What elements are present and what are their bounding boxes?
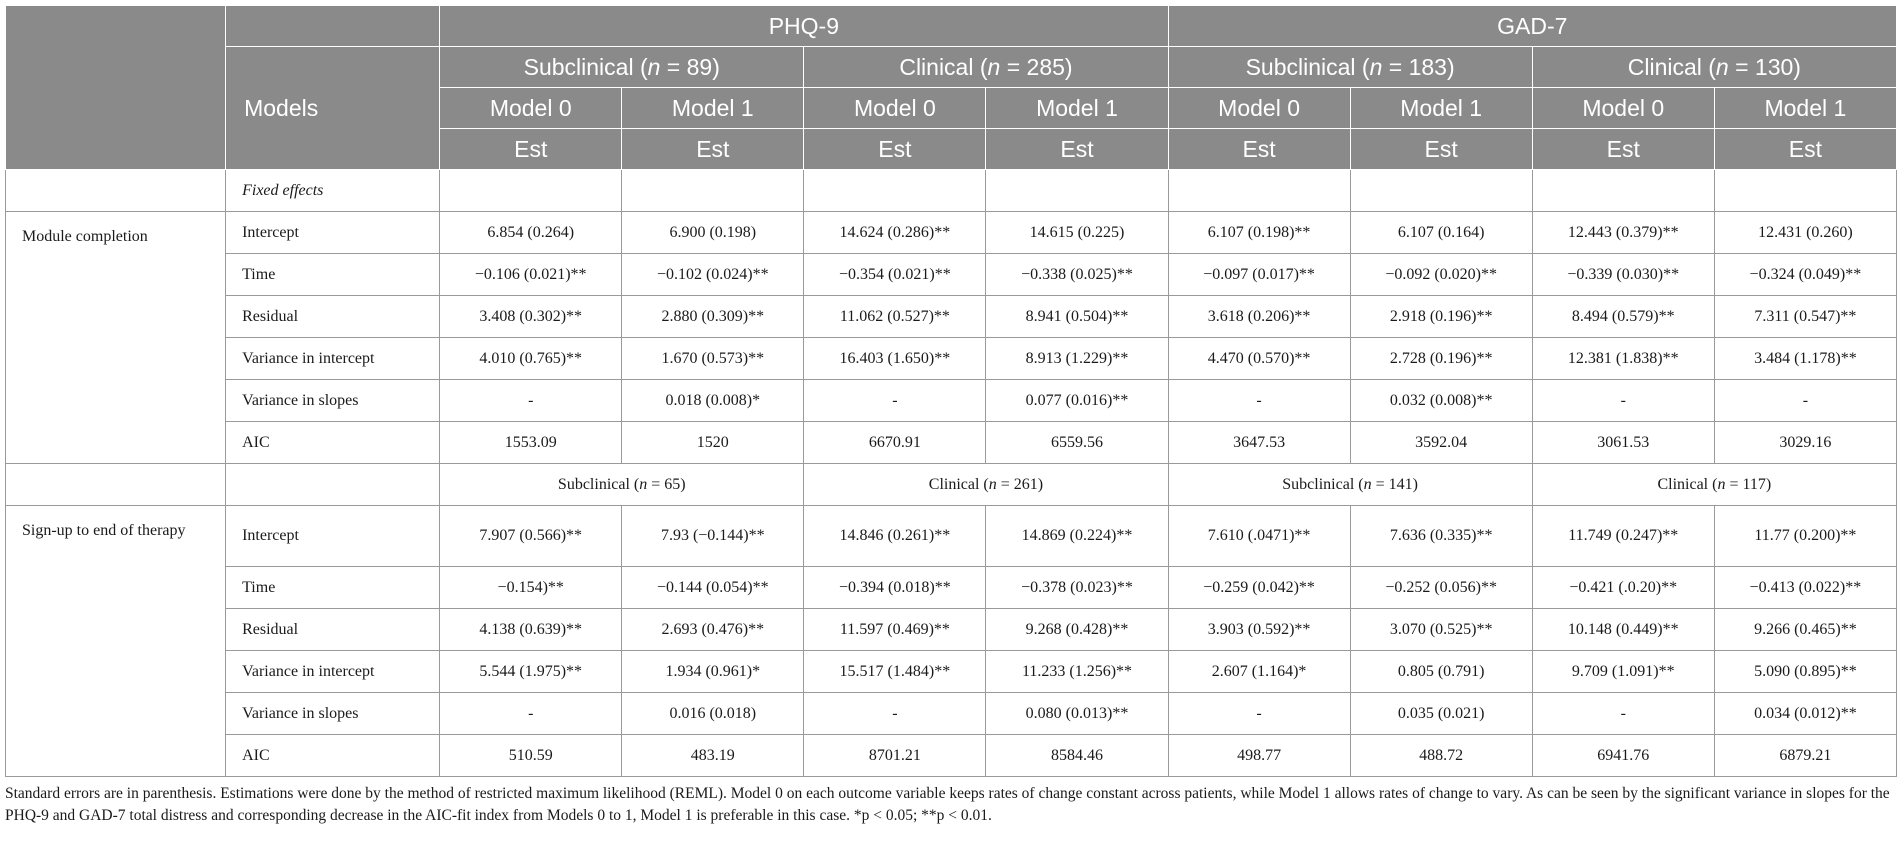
table-body <box>6 170 1897 212</box>
table-cell: 8584.46 <box>986 735 1168 777</box>
outcome-header-phq9: PHQ-9 <box>440 6 1168 47</box>
table-row <box>6 735 1897 777</box>
table-cell: 3.070 (0.525)** <box>1350 609 1532 651</box>
table-cell: 6.107 (0.198)** <box>1168 212 1350 254</box>
models-column-header: Models <box>226 47 440 170</box>
table-cell: 2.693 (0.476)** <box>622 609 804 651</box>
table-cell: 3.408 (0.302)** <box>440 296 622 338</box>
table-cell <box>986 170 1168 212</box>
subgroup-label: Clinical (n = 261) <box>804 464 1168 506</box>
table-cell: 0.034 (0.012)** <box>1714 693 1896 735</box>
table-cell: 14.615 (0.225) <box>986 212 1168 254</box>
table-cell: 11.062 (0.527)** <box>804 296 986 338</box>
table-cell: 3647.53 <box>1168 422 1350 464</box>
table-cell: - <box>1532 380 1714 422</box>
table-cell: 6879.21 <box>1714 735 1896 777</box>
row-label: Variance in intercept <box>226 338 440 380</box>
table-cell: 15.517 (1.484)** <box>804 651 986 693</box>
table-cell: 9.268 (0.428)** <box>986 609 1168 651</box>
table-cell: 2.918 (0.196)** <box>1350 296 1532 338</box>
table-cell: 11.597 (0.469)** <box>804 609 986 651</box>
table-row <box>6 567 1897 609</box>
model-header: Model 0 <box>1532 88 1714 129</box>
table-cell: 510.59 <box>440 735 622 777</box>
table-cell: 14.869 (0.224)** <box>986 506 1168 567</box>
table-row <box>6 338 1897 380</box>
header-row-outcomes <box>6 6 1897 47</box>
model-header: Model 1 <box>1714 88 1896 129</box>
est-header: Est <box>1714 129 1896 170</box>
header-blank-cell <box>226 6 440 47</box>
table-header <box>6 6 1897 170</box>
table-row <box>6 422 1897 464</box>
table-cell: 2.607 (1.164)* <box>1168 651 1350 693</box>
table-cell: 2.880 (0.309)** <box>622 296 804 338</box>
row-label: AIC <box>226 422 440 464</box>
row-group-label: Module completion <box>6 212 226 464</box>
row-group-label: Sign-up to end of therapy <box>6 506 226 777</box>
est-header: Est <box>440 129 622 170</box>
row-label: Intercept <box>226 506 440 567</box>
section2-subheader <box>6 464 1897 506</box>
header-row-subgroups <box>6 47 1897 88</box>
model-header: Model 0 <box>440 88 622 129</box>
outcome-header-gad7: GAD-7 <box>1168 6 1896 47</box>
table-cell: 8701.21 <box>804 735 986 777</box>
section-module-completion <box>6 212 1897 464</box>
est-header: Est <box>622 129 804 170</box>
table-cell: 483.19 <box>622 735 804 777</box>
fixed-effects-row <box>6 170 1897 212</box>
table-cell: −0.378 (0.023)** <box>986 567 1168 609</box>
table-cell: - <box>804 380 986 422</box>
row-label: Time <box>226 567 440 609</box>
table-cell: 6.107 (0.164) <box>1350 212 1532 254</box>
table-cell: 9.266 (0.465)** <box>1714 609 1896 651</box>
table-cell: 7.93 (−0.144)** <box>622 506 804 567</box>
est-header: Est <box>1532 129 1714 170</box>
row-label: Time <box>226 254 440 296</box>
table-cell: 3029.16 <box>1714 422 1896 464</box>
subgroup-label: Subclinical (n = 141) <box>1168 464 1532 506</box>
table-cell <box>226 464 440 506</box>
table-cell: 12.431 (0.260) <box>1714 212 1896 254</box>
model-header: Model 0 <box>1168 88 1350 129</box>
table-cell: 0.077 (0.016)** <box>986 380 1168 422</box>
table-cell <box>804 170 986 212</box>
table-cell: - <box>1714 380 1896 422</box>
table-cell: - <box>1532 693 1714 735</box>
table-cell: 12.443 (0.379)** <box>1532 212 1714 254</box>
table-cell: 3592.04 <box>1350 422 1532 464</box>
subgroup-header: Subclinical (n = 183) <box>1168 47 1532 88</box>
table-cell: - <box>440 693 622 735</box>
table-footnote: Standard errors are in parenthesis. Estimations were done by the method of restricted maximum likelihood (REML). Model 0 on each outcome variable keeps rates of change constant across patients, while Model 1 allows rates of change to vary. As can be seen by the significant variance in slopes for the PHQ-9 and GAD-7 total distress and corresponding decrease in the AIC-fit index from Models 0 to 1, Model 1 is preferable in this case. *p < 0.05; **p < 0.01. <box>5 785 1890 824</box>
table-cell: −0.106 (0.021)** <box>440 254 622 296</box>
row-label: Variance in slopes <box>226 693 440 735</box>
table-cell <box>6 170 226 212</box>
table-cell: 11.77 (0.200)** <box>1714 506 1896 567</box>
table-cell: −0.097 (0.017)** <box>1168 254 1350 296</box>
row-label: Variance in slopes <box>226 380 440 422</box>
row-label: AIC <box>226 735 440 777</box>
table-cell: 11.749 (0.247)** <box>1532 506 1714 567</box>
model-header: Model 1 <box>986 88 1168 129</box>
table-cell <box>1350 170 1532 212</box>
table-cell: −0.092 (0.020)** <box>1350 254 1532 296</box>
row-label: Intercept <box>226 212 440 254</box>
table-cell: 1.934 (0.961)* <box>622 651 804 693</box>
table-cell: 6559.56 <box>986 422 1168 464</box>
results-table-container <box>5 5 1897 827</box>
row-label: Residual <box>226 609 440 651</box>
table-cell: 6.900 (0.198) <box>622 212 804 254</box>
table-cell: 3.903 (0.592)** <box>1168 609 1350 651</box>
table-cell: 6.854 (0.264) <box>440 212 622 254</box>
est-header: Est <box>1350 129 1532 170</box>
model-header: Model 1 <box>622 88 804 129</box>
table-cell: 16.403 (1.650)** <box>804 338 986 380</box>
row-label: Variance in intercept <box>226 651 440 693</box>
model-header: Model 0 <box>804 88 986 129</box>
table-row <box>6 254 1897 296</box>
table-cell: −0.421 (.0.20)** <box>1532 567 1714 609</box>
table-cell <box>1168 170 1350 212</box>
table-cell: −0.259 (0.042)** <box>1168 567 1350 609</box>
table-cell: 0.016 (0.018) <box>622 693 804 735</box>
table-cell: 5.544 (1.975)** <box>440 651 622 693</box>
est-header: Est <box>1168 129 1350 170</box>
table-cell: −0.413 (0.022)** <box>1714 567 1896 609</box>
table-cell <box>1532 170 1714 212</box>
subgroup-header: Subclinical (n = 89) <box>440 47 804 88</box>
table-row <box>6 506 1897 567</box>
table-cell: −0.102 (0.024)** <box>622 254 804 296</box>
fixed-effects-label: Fixed effects <box>226 170 440 212</box>
table-row <box>6 693 1897 735</box>
table-cell <box>6 464 226 506</box>
table-cell: 8.494 (0.579)** <box>1532 296 1714 338</box>
table-cell: 7.311 (0.547)** <box>1714 296 1896 338</box>
section-sign-up-to-end <box>6 506 1897 777</box>
table-cell: 0.035 (0.021) <box>1350 693 1532 735</box>
table-cell <box>1714 170 1896 212</box>
table-cell: 8.913 (1.229)** <box>986 338 1168 380</box>
table-cell: 3.618 (0.206)** <box>1168 296 1350 338</box>
table-cell: - <box>1168 693 1350 735</box>
table-cell: 7.610 (.0471)** <box>1168 506 1350 567</box>
table-cell: - <box>804 693 986 735</box>
table-cell: 10.148 (0.449)** <box>1532 609 1714 651</box>
table-cell: 0.805 (0.791) <box>1350 651 1532 693</box>
table-cell: 11.233 (1.256)** <box>986 651 1168 693</box>
table-cell: 0.080 (0.013)** <box>986 693 1168 735</box>
table-cell: 4.138 (0.639)** <box>440 609 622 651</box>
table-cell: 4.010 (0.765)** <box>440 338 622 380</box>
table-cell <box>622 170 804 212</box>
table-cell: 4.470 (0.570)** <box>1168 338 1350 380</box>
table-row <box>6 651 1897 693</box>
table-cell: −0.338 (0.025)** <box>986 254 1168 296</box>
subgroup-label: Subclinical (n = 65) <box>440 464 804 506</box>
table-cell: −0.144 (0.054)** <box>622 567 804 609</box>
table-row <box>6 296 1897 338</box>
est-header: Est <box>804 129 986 170</box>
table-cell: −0.252 (0.056)** <box>1350 567 1532 609</box>
table-cell: −0.354 (0.021)** <box>804 254 986 296</box>
table-cell: −0.339 (0.030)** <box>1532 254 1714 296</box>
table-cell: 14.846 (0.261)** <box>804 506 986 567</box>
subgroup-header: Clinical (n = 130) <box>1532 47 1896 88</box>
model-header: Model 1 <box>1350 88 1532 129</box>
table-cell: −0.324 (0.049)** <box>1714 254 1896 296</box>
table-cell: - <box>1168 380 1350 422</box>
table-cell: - <box>440 380 622 422</box>
table-cell: 2.728 (0.196)** <box>1350 338 1532 380</box>
table-cell: 0.032 (0.008)** <box>1350 380 1532 422</box>
table-cell: −0.394 (0.018)** <box>804 567 986 609</box>
table-cell: 3061.53 <box>1532 422 1714 464</box>
table-cell: 1520 <box>622 422 804 464</box>
table-cell: 8.941 (0.504)** <box>986 296 1168 338</box>
table-cell: 488.72 <box>1350 735 1532 777</box>
table-cell: 7.907 (0.566)** <box>440 506 622 567</box>
table-cell: 6670.91 <box>804 422 986 464</box>
table-row <box>6 212 1897 254</box>
subgroup-label: Clinical (n = 117) <box>1532 464 1896 506</box>
header-blank-cell <box>6 6 226 170</box>
table-row <box>6 380 1897 422</box>
section2-subgroup-row <box>6 464 1897 506</box>
table-cell: 498.77 <box>1168 735 1350 777</box>
table-cell <box>440 170 622 212</box>
table-cell: 12.381 (1.838)** <box>1532 338 1714 380</box>
table-row <box>6 609 1897 651</box>
est-header: Est <box>986 129 1168 170</box>
table-cell: 1553.09 <box>440 422 622 464</box>
table-cell: 5.090 (0.895)** <box>1714 651 1896 693</box>
row-label: Residual <box>226 296 440 338</box>
table-cell: 3.484 (1.178)** <box>1714 338 1896 380</box>
mixed-models-table <box>5 5 1897 777</box>
table-cell: 6941.76 <box>1532 735 1714 777</box>
table-cell: 1.670 (0.573)** <box>622 338 804 380</box>
table-cell: 14.624 (0.286)** <box>804 212 986 254</box>
table-cell: 0.018 (0.008)* <box>622 380 804 422</box>
table-cell: 9.709 (1.091)** <box>1532 651 1714 693</box>
subgroup-header: Clinical (n = 285) <box>804 47 1168 88</box>
table-cell: 7.636 (0.335)** <box>1350 506 1532 567</box>
table-cell: −0.154)** <box>440 567 622 609</box>
